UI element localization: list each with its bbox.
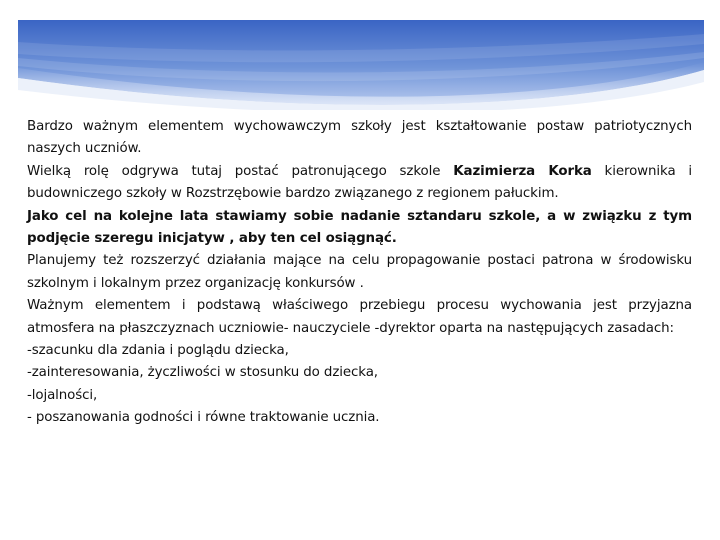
slide-text-body: [27, 116, 692, 430]
list-item: -zainteresowania, życzliwości w stosunku do dziecka,: [27, 365, 378, 381]
patron-text-after: kierownika i budowniczego szkoły w Rozstrzębowie bardzo związanego z regionem pałuckim.: [27, 163, 692, 202]
paragraph-patron-role: [27, 161, 692, 206]
list-item: - poszanowania godności i równe traktowanie ucznia.: [27, 410, 380, 426]
paragraph-banner-goal: Jako cel na kolejne lata stawiamy sobie nadanie sztandaru szkole, a w związku z tym podjęcie szeregu inicjatyw , aby ten cel osiągnąć.: [27, 208, 692, 247]
paragraph-promotion-plans: Planujemy też rozszerzyć działania mające na celu propagowanie postaci patrona w środowisku szkolnym i lokalnym przez organizację konkursów .: [27, 253, 692, 291]
list-item: -lojalności,: [27, 387, 98, 403]
list-item: -szacunku dla zdania i poglądu dziecka,: [27, 343, 289, 359]
paragraph-patriotic-attitudes: Bardzo ważnym elementem wychowawczym szkoły jest kształtowanie postaw patriotycznych naszych uczniów.: [27, 119, 692, 157]
patron-name: Kazimierza Korka: [453, 163, 592, 179]
header-wave-banner: [0, 0, 720, 110]
patron-text-before: Wielką rolę odgrywa tutaj postać patronującego szkole: [27, 163, 454, 179]
paragraph-atmosphere: Ważnym elementem i podstawą właściwego przebiegu procesu wychowania jest przyjazna atmosfera na płaszczyznach uczniowie- nauczyciele -dyrektor oparta na następujących zasadach:: [27, 298, 692, 336]
